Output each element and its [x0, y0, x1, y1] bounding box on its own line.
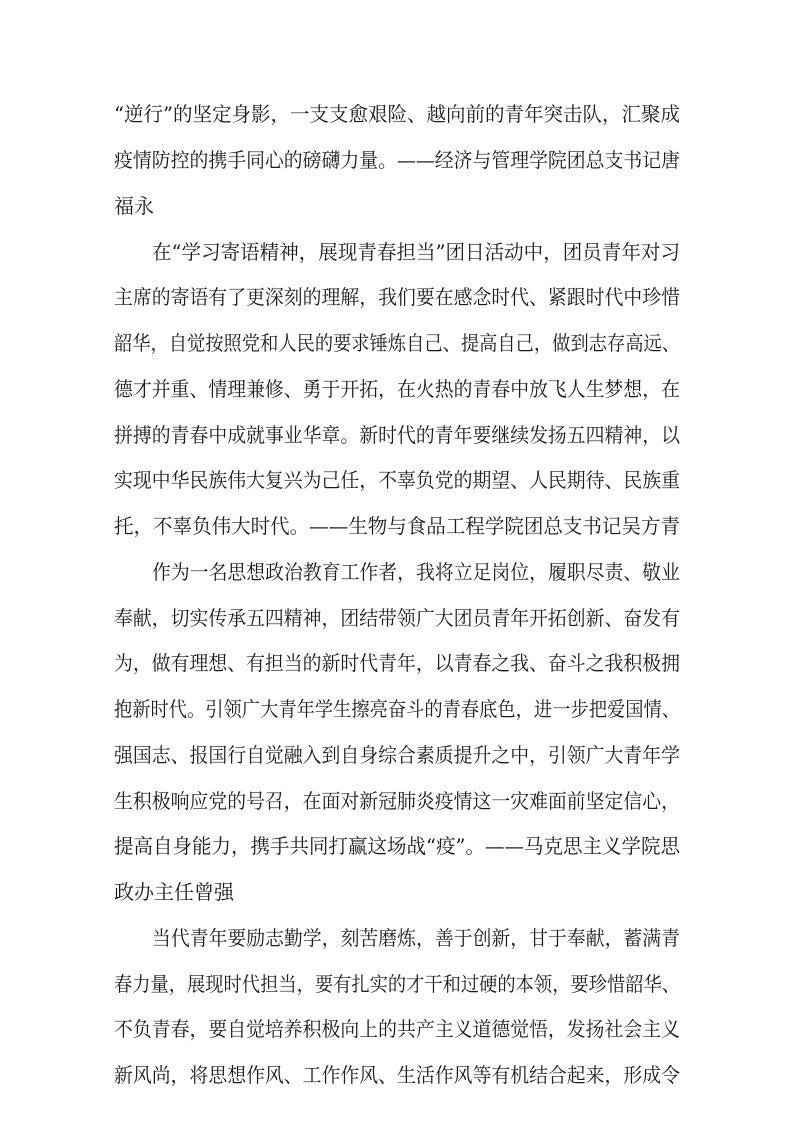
paragraph-line: 抱新时代。引领广大青年学生擦亮奋斗的青春底色，进一步把爱国情、 [114, 697, 680, 721]
paragraph-line: 托，不辜负伟大时代。——生物与食品工程学院团总支书记吴方青 [114, 514, 680, 538]
paragraph-line: 为，做有理想、有担当的新时代青年，以青春之我、奋斗之我积极拥 [114, 651, 680, 675]
paragraph-line: 春力量，展现时代担当，要有扎实的才干和过硬的本领，要珍惜韶华、 [114, 972, 680, 996]
paragraph-line: 拼搏的青春中成就事业华章。新时代的青年要继续发扬五四精神，以 [114, 423, 680, 447]
paragraph-line: 德才并重、情理兼修、勇于开拓，在火热的青春中放飞人生梦想，在 [114, 377, 680, 401]
paragraph-line: 生积极响应党的号召，在面对新冠肺炎疫情这一灾难面前坚定信心， [114, 789, 680, 813]
paragraph-line: 在“学习寄语精神，展现青春担当”团日活动中，团员青年对习 [152, 240, 680, 264]
paragraph-line: 当代青年要励志勤学，刻苦磨炼，善于创新，甘于奉献，蓄满青 [152, 926, 680, 950]
paragraph-line: “逆行”的坚定身影，一支支愈艰险、越向前的青年突击队，汇聚成 [114, 102, 680, 126]
paragraph-line: 疫情防控的携手同心的磅礴力量。——经济与管理学院团总支书记唐 [114, 148, 680, 172]
paragraph-line: 提高自身能力，携手共同打赢这场战“疫”。——马克思主义学院思 [114, 834, 680, 858]
paragraph-line: 新风尚，将思想作风、工作作风、生活作风等有机结合起来，形成令 [114, 1063, 680, 1087]
paragraph-line: 作为一名思想政治教育工作者，我将立足岗位，履职尽责、敬业 [152, 560, 680, 584]
paragraph-line: 奉献，切实传承五四精神，团结带领广大团员青年开拓创新、奋发有 [114, 606, 680, 630]
paragraph-line: 韶华，自觉按照党和人民的要求锤炼自己、提高自己，做到志存高远、 [114, 331, 680, 355]
paragraph-line: 福永 [114, 194, 154, 218]
paragraph-line: 不负青春，要自觉培养积极向上的共产主义道德觉悟，发扬社会主义 [114, 1017, 680, 1041]
paragraph-line: 政办主任曾强 [114, 880, 234, 904]
paragraph-line: 实现中华民族伟大复兴为己任，不辜负党的期望、人民期待、民族重 [114, 468, 680, 492]
paragraph-line: 主席的寄语有了更深刻的理解，我们要在感念时代、紧跟时代中珍惜 [114, 285, 680, 309]
paragraph-line: 强国志、报国行自觉融入到自身综合素质提升之中，引领广大青年学 [114, 743, 680, 767]
